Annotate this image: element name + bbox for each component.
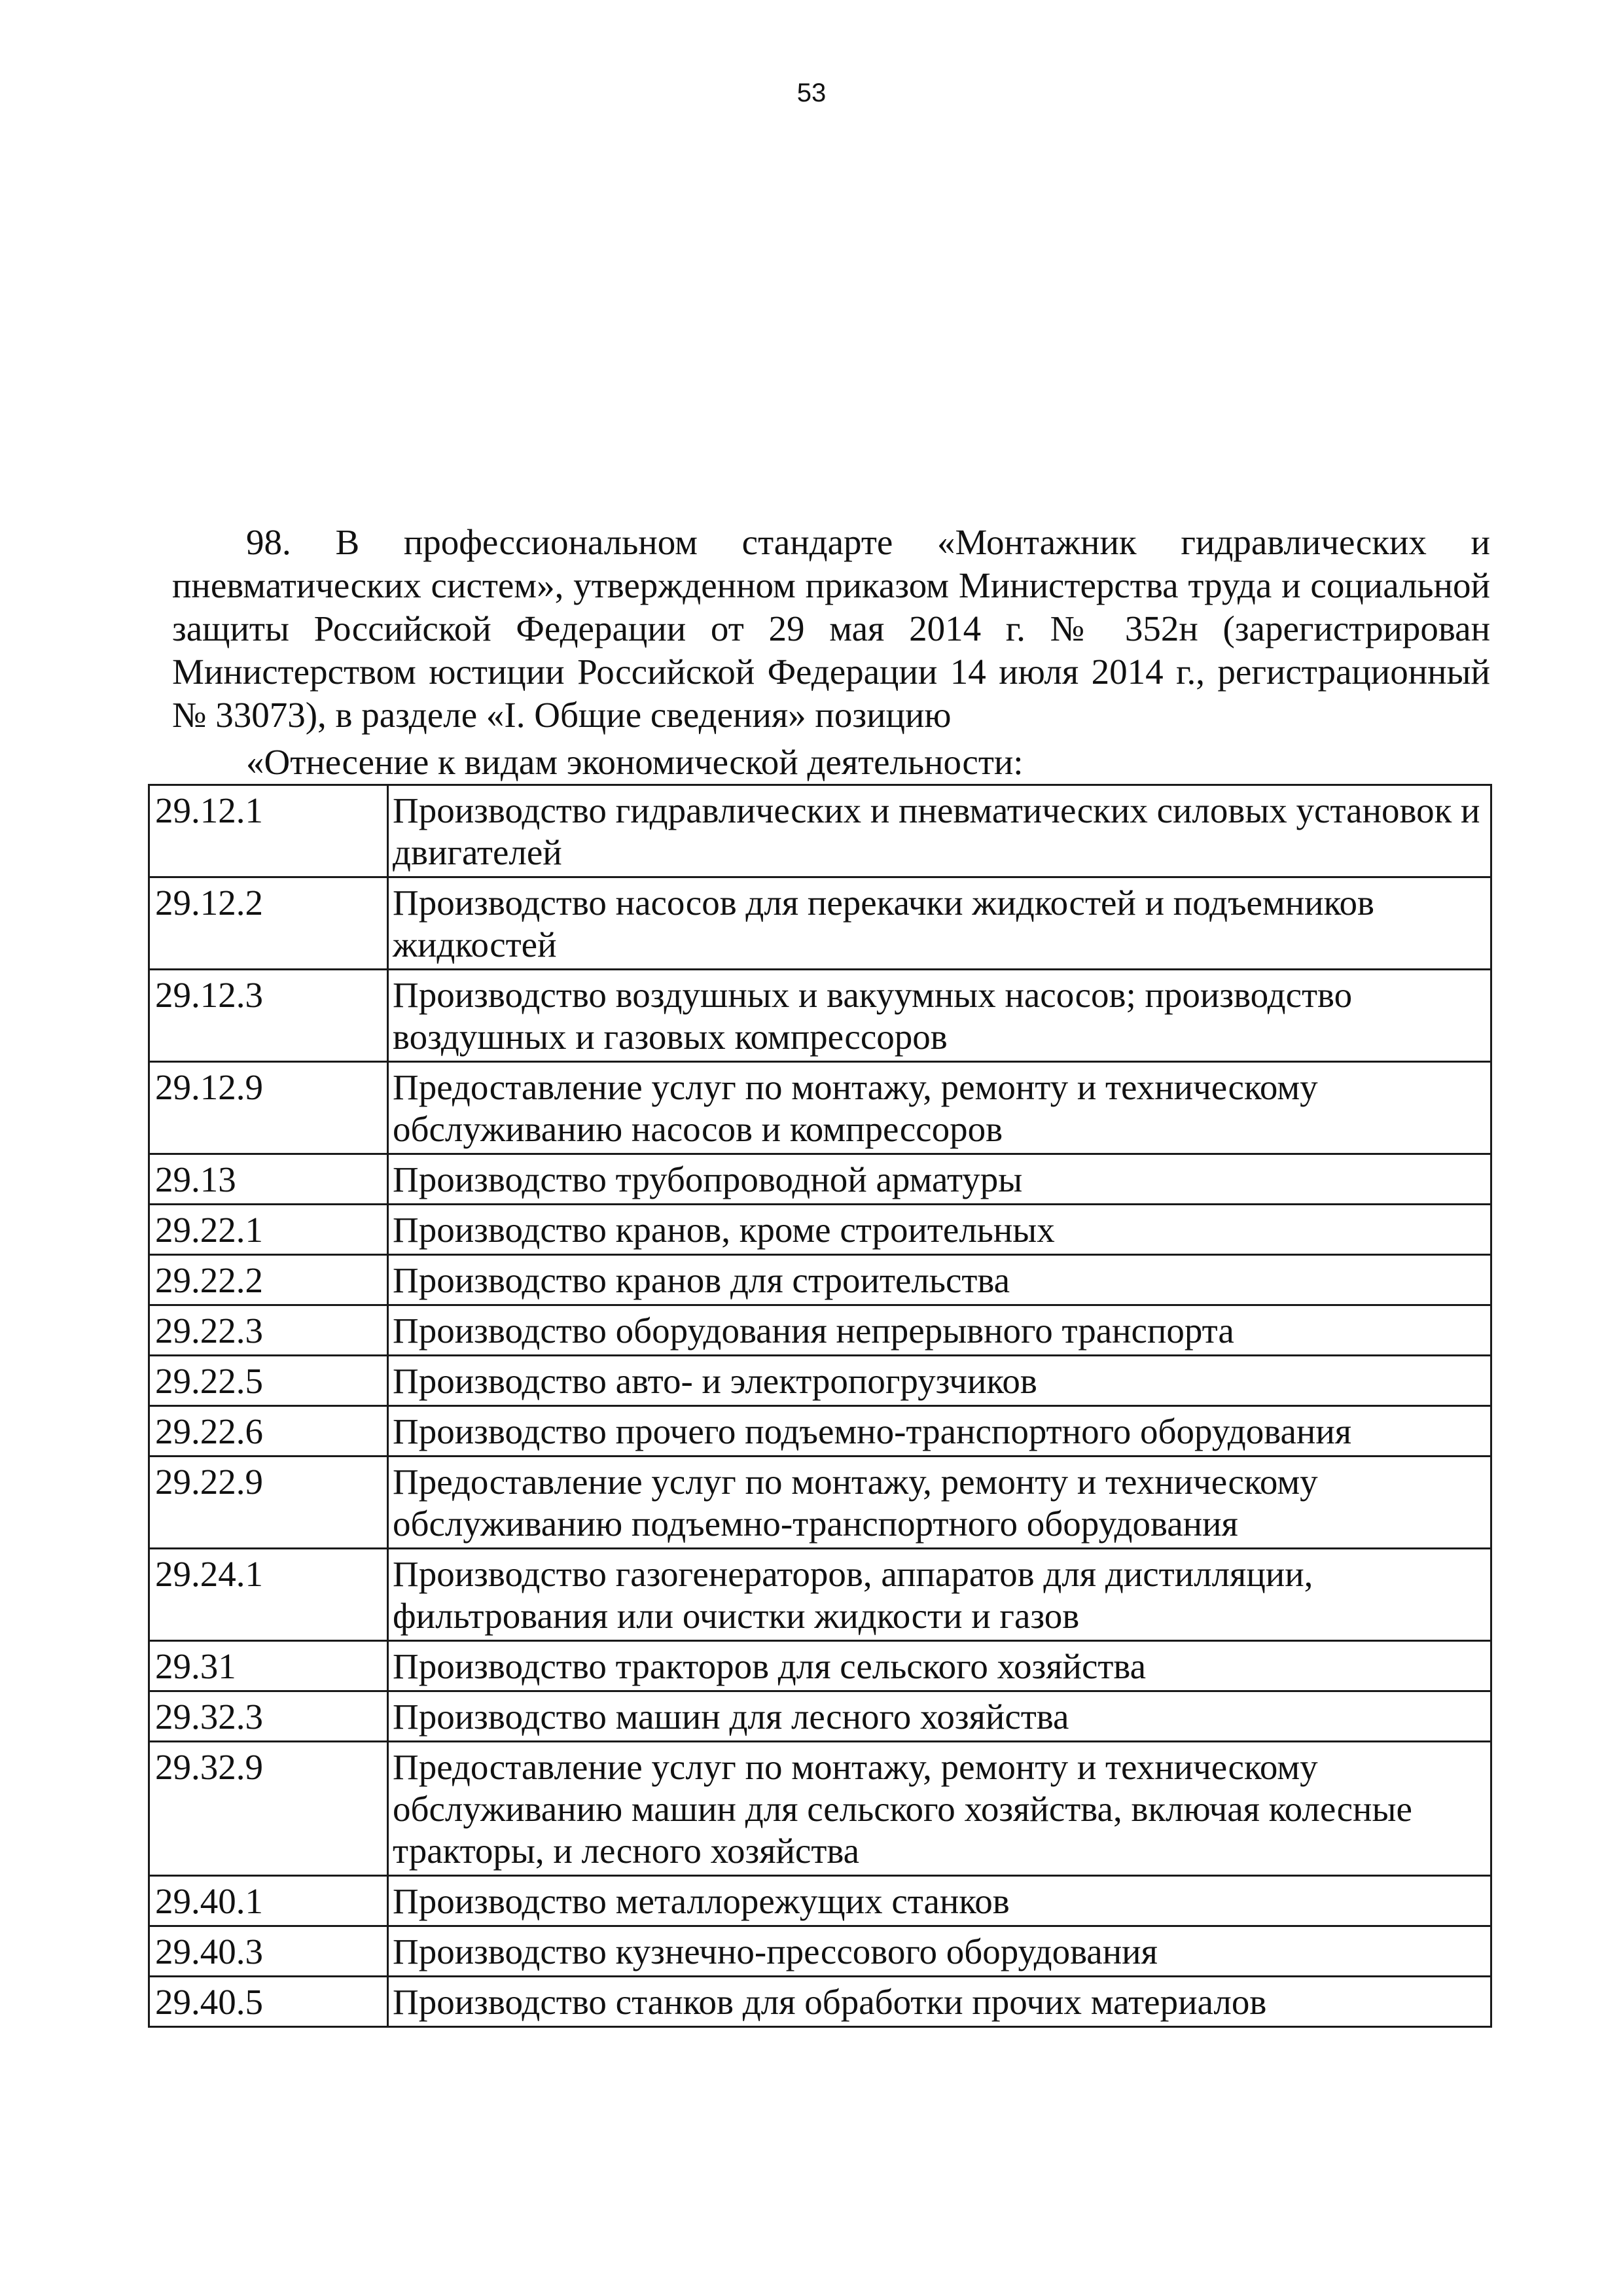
activity-name: Производство воздушных и вакуумных насосов; производство воздушных и газовых компрессоров [388,970,1491,1062]
page-number: 53 [796,79,827,107]
okved-code: 29.13 [149,1154,388,1205]
activity-name: Производство прочего подъемно-транспортного оборудования [388,1406,1491,1457]
table-row [149,1691,1491,1742]
okved-code: 29.22.6 [149,1406,388,1457]
activity-name: Предоставление услуг по монтажу, ремонту и техническому обслуживанию машин для сельского хозяйства, включая колесные тракторы, и лесного хозяйства [388,1742,1491,1876]
activity-name: Производство машин для лесного хозяйства [388,1691,1491,1742]
okved-code: 29.22.5 [149,1356,388,1406]
activity-name: Производство кранов, кроме строительных [388,1205,1491,1255]
okved-code: 29.22.2 [149,1255,388,1305]
activity-name: Производство насосов для перекачки жидкостей и подъемников жидкостей [388,877,1491,970]
table-row [149,1406,1491,1457]
okved-code: 29.40.5 [149,1977,388,2027]
table-row [149,1742,1491,1876]
activity-name: Производство тракторов для сельского хозяйства [388,1641,1491,1691]
table-row [149,1549,1491,1641]
activity-name: Производство трубопроводной арматуры [388,1154,1491,1205]
table-row [149,785,1491,877]
okved-code: 29.32.3 [149,1691,388,1742]
okved-table [148,784,1492,2028]
okved-code: 29.22.9 [149,1457,388,1549]
table-row [149,1356,1491,1406]
okved-code: 29.24.1 [149,1549,388,1641]
table-row [149,1154,1491,1205]
table-row [149,1876,1491,1926]
activity-name: Предоставление услуг по монтажу, ремонту и техническому обслуживанию подъемно-транспортного оборудования [388,1457,1491,1549]
table-row [149,1205,1491,1255]
activity-name: Производство газогенераторов, аппаратов для дистилляции, фильтрования или очистки жидкости и газов [388,1549,1491,1641]
activity-name: Производство кранов для строительства [388,1255,1491,1305]
okved-code: 29.22.3 [149,1305,388,1356]
okved-code: 29.22.1 [149,1205,388,1255]
okved-code: 29.32.9 [149,1742,388,1876]
okved-code: 29.12.2 [149,877,388,970]
activity-name: Производство кузнечно-прессового оборудования [388,1926,1491,1977]
table-row [149,1305,1491,1356]
table-row [149,970,1491,1062]
activity-name: Производство металлорежущих станков [388,1876,1491,1926]
table-row [149,877,1491,970]
activity-name: Производство оборудования непрерывного транспорта [388,1305,1491,1356]
table-row [149,1457,1491,1549]
okved-code: 29.31 [149,1641,388,1691]
activity-name: Производство станков для обработки прочих материалов [388,1977,1491,2027]
table-row [149,1926,1491,1977]
activity-name: Производство авто- и электропогрузчиков [388,1356,1491,1406]
position-intro: «Отнесение к видам экономической деятельности: [246,742,1024,782]
activity-name: Предоставление услуг по монтажу, ремонту и техническому обслуживанию насосов и компрессоров [388,1062,1491,1154]
table-row [149,1641,1491,1691]
okved-code: 29.40.1 [149,1876,388,1926]
okved-code: 29.12.9 [149,1062,388,1154]
okved-code: 29.12.1 [149,785,388,877]
table-row [149,1977,1491,2027]
amendment-paragraph: 98. В профессиональном стандарте «Монтажник гидравлических и пневматических систем», утвержденном приказом Министерства труда и социальной защиты Российской Федерации от 29 мая 2014 г. № 352н (зарегистрирован Министерством юстиции Российской Федерации 14 июля 2014 г., регистрационный № 33073), в разделе «I. Общие сведения» позицию [172,522,1490,735]
okved-code: 29.40.3 [149,1926,388,1977]
table-row [149,1255,1491,1305]
activity-name: Производство гидравлических и пневматических силовых установок и двигателей [388,785,1491,877]
table-row [149,1062,1491,1154]
okved-code: 29.12.3 [149,970,388,1062]
